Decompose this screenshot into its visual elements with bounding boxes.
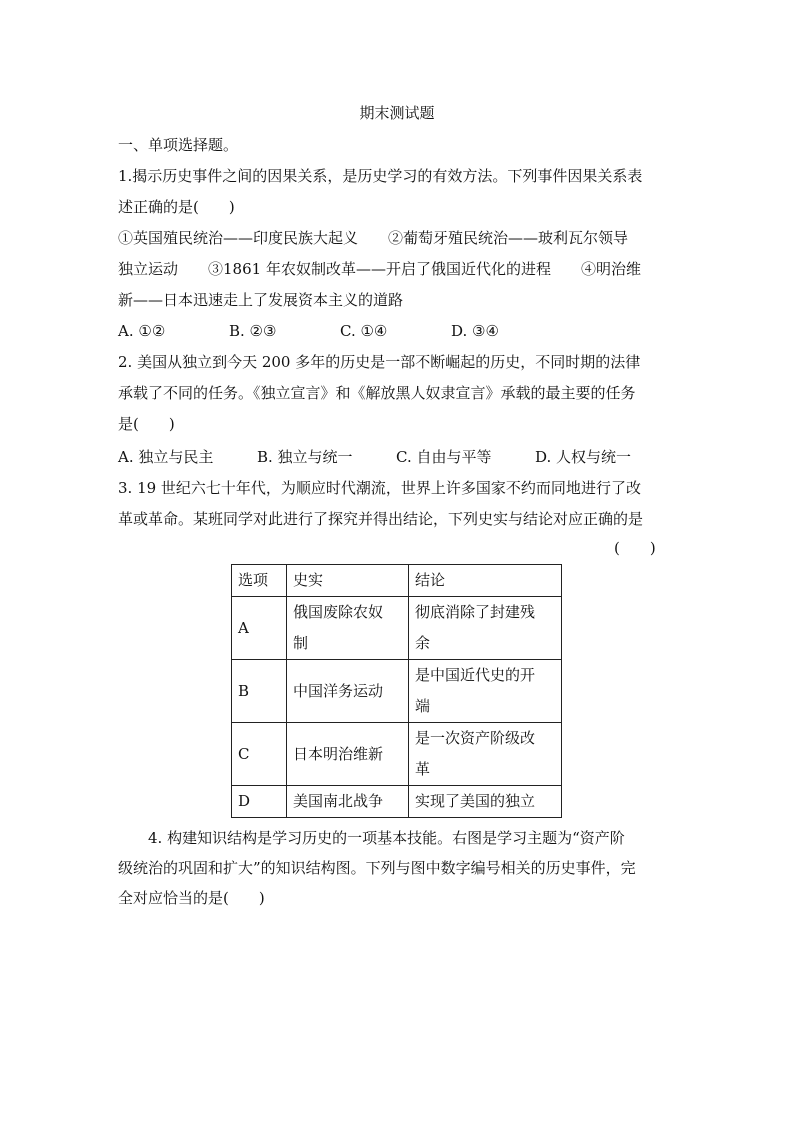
q4-stem-line-2: 级统治的巩固和扩大”的知识结构图。下列与图中数字编号相关的历史事件，完 [118, 859, 636, 877]
q2-stem-line-2: 承载了不同的任务。《独立宣言》和《解放黑人奴隶宣言》承载的最主要的任务 [118, 384, 636, 402]
q2-option-b[interactable]: B. 独立与统一 [257, 448, 353, 466]
q3-stem-line-2: 革或革命。某班同学对此进行了探究并得出结论，下列史实与结论对应正确的是 [118, 510, 644, 528]
table-cell-fact [287, 723, 409, 786]
q2-option-d[interactable]: D. 人权与统一 [535, 448, 632, 466]
cell-text: 制 [293, 634, 309, 652]
table-header-row [232, 565, 562, 597]
q2-stem-line-3: 是( ) [118, 415, 175, 433]
table-row [232, 723, 562, 786]
cell-text: 彻底消除了封建残 [415, 603, 536, 621]
cell-text: 美国南北战争 [293, 792, 384, 810]
q1-item-line-3: 新——日本迅速走上了发展资本主义的道路 [118, 291, 404, 309]
table-cell-option: C [232, 723, 287, 786]
q1-option-b[interactable]: B. ②③ [229, 322, 277, 340]
q2-stem-line-1: 2. 美国从独立到今天 200 多年的历史是一部不断崛起的历史，不同时期的法律 [118, 353, 641, 371]
cell-text: 是一次资产阶级改 [415, 729, 536, 747]
table-cell-conclusion [409, 723, 562, 786]
table-cell-fact [287, 660, 409, 723]
q1-option-d[interactable]: D. ③④ [451, 322, 499, 340]
table-cell-fact [287, 786, 409, 818]
page-title: 期末测试题 [359, 104, 435, 122]
table-header-cell: 结论 [409, 565, 562, 597]
table-row [232, 660, 562, 723]
q2-options [118, 447, 631, 467]
table-cell-fact [287, 597, 409, 660]
cell-text: 俄国废除农奴 [293, 603, 384, 621]
cell-text: 实现了美国的独立 [415, 792, 536, 810]
table-cell-conclusion [409, 786, 562, 818]
cell-text: 日本明治维新 [293, 744, 384, 763]
q2-option-c[interactable]: C. 自由与平等 [396, 448, 492, 466]
table-header-cell: 选项 [232, 565, 287, 597]
q1-option-c[interactable]: C. ①④ [340, 322, 388, 340]
cell-text: 中国洋务运动 [293, 681, 384, 700]
table-cell-option: B [232, 660, 287, 723]
q1-options [118, 321, 499, 341]
q1-stem-line-2: 述正确的是( ) [118, 198, 235, 216]
q2-option-a[interactable]: A. 独立与民主 [118, 448, 214, 466]
cell-text: 革 [415, 760, 431, 778]
table-row [232, 597, 562, 660]
section-heading: 一、单项选择题。 [118, 136, 239, 154]
table-cell-option: A [232, 597, 287, 660]
table-cell-option: D [232, 786, 287, 818]
q1-stem-line-1: 1.揭示历史事件之间的因果关系，是历史学习的有效方法。下列事件因果关系表 [118, 167, 643, 185]
cell-text: 是中国近代史的开 [415, 666, 536, 684]
q4-stem-line-3: 全对应恰当的是( ) [118, 889, 265, 907]
table-row [232, 786, 562, 818]
q3-answer-bracket: ( ) [614, 539, 656, 557]
q1-item-line-2: 独立运动 ③1861 年农奴制改革——开启了俄国近代化的进程 ④明治维 [118, 260, 641, 278]
q3-stem-line-1: 3. 19 世纪六七十年代，为顺应时代潮流，世界上许多国家不约而同地进行了改 [118, 479, 641, 497]
cell-text: 端 [415, 697, 431, 715]
q1-option-a[interactable]: A. ①② [118, 322, 166, 340]
q4-stem-line-1: 4. 构建知识结构是学习历史的一项基本技能。右图是学习主题为“资产阶 [148, 829, 625, 847]
q1-item-line-1: ①英国殖民统治——印度民族大起义 ②葡萄牙殖民统治——玻利瓦尔领导 [118, 229, 629, 247]
table-cell-conclusion [409, 597, 562, 660]
q3-table [231, 564, 562, 818]
table-header-cell: 史实 [287, 565, 409, 597]
cell-text: 余 [415, 634, 431, 652]
table-cell-conclusion [409, 660, 562, 723]
